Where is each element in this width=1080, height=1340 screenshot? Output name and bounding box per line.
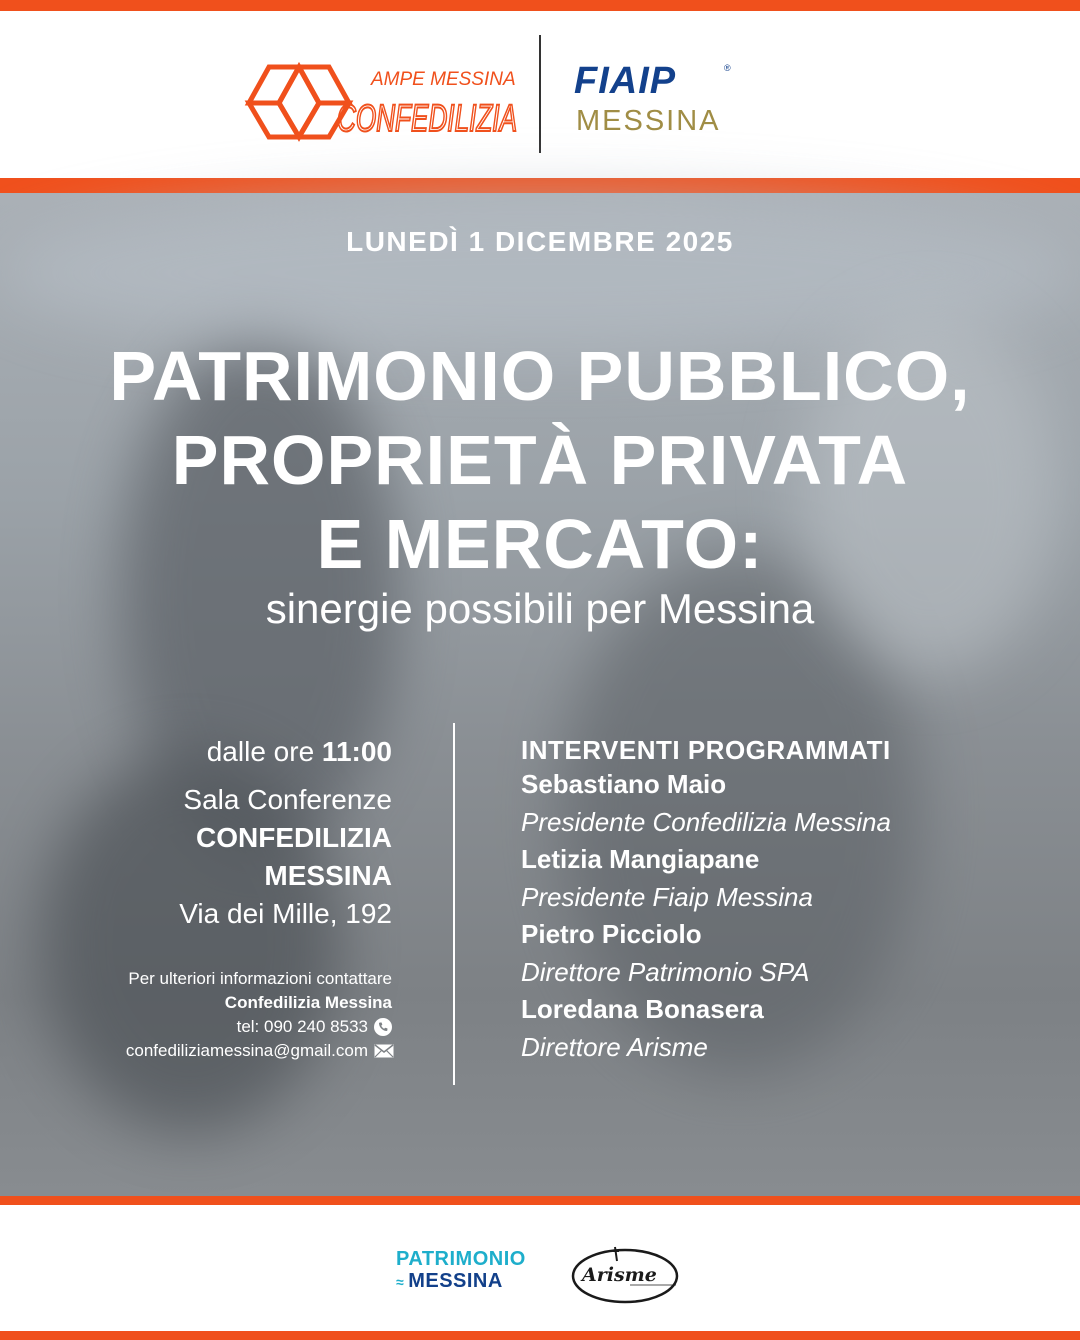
speaker-name: Sebastiano Maio	[521, 769, 727, 799]
fiaip-logo	[574, 61, 744, 143]
arisme-logo-word: Arisme	[582, 1264, 657, 1286]
top-accent-stripe	[0, 0, 1080, 11]
speaker-role: Direttore Arisme	[521, 1031, 708, 1062]
event-time-value: 11:00	[321, 736, 392, 767]
event-details	[60, 735, 392, 1063]
event-title-line: PROPRIETÀ PRIVATA	[171, 421, 909, 499]
event-subtitle: sinergie possibili per Messina	[265, 585, 815, 632]
event-title-line: PATRIMONIO PUBBLICO,	[109, 337, 971, 415]
footer	[0, 1205, 1080, 1331]
registered-mark-icon: ®	[724, 63, 731, 73]
patrimonio-logo-line2-row	[396, 1270, 503, 1293]
wave-icon: ≈	[396, 1274, 405, 1290]
patrimonio-messina-logo	[396, 1248, 541, 1294]
contact-info	[60, 967, 392, 1063]
speaker-role: Direttore Patrimonio SPA	[521, 956, 810, 987]
speaker-role: Presidente Fiaip Messina	[521, 881, 813, 912]
arisme-logo	[570, 1243, 682, 1305]
patrimonio-logo-line1: PATRIMONIO	[396, 1248, 526, 1270]
header-accent-stripe	[0, 178, 1080, 193]
confedilizia-logo-line1: AMPE MESSINA	[371, 69, 516, 90]
header	[0, 11, 1080, 178]
speaker-name: Loredana Bonasera	[521, 994, 764, 1024]
speaker-name: Pietro Picciolo	[521, 919, 702, 949]
confedilizia-logo-line2: CONFEDILIZIA	[337, 98, 517, 140]
patrimonio-logo-line2: MESSINA	[408, 1270, 503, 1292]
header-divider	[539, 35, 541, 153]
phone-icon	[374, 1018, 392, 1036]
envelope-icon	[374, 1042, 392, 1060]
event-title-line: E MERCATO:	[316, 505, 764, 583]
bottom-accent-stripe	[0, 1331, 1080, 1340]
event-venue-org: MESSINA	[264, 860, 392, 891]
fiaip-logo-brand: FIAIP	[574, 60, 677, 102]
contact-email-row	[60, 1039, 392, 1063]
contact-phone-row	[60, 1015, 392, 1039]
event-venue-org: CONFEDILIZIA	[196, 822, 392, 853]
contact-email[interactable]: confediliziamessina@gmail.com	[125, 1041, 368, 1060]
speaker-name: Letizia Mangiapane	[521, 844, 760, 874]
event-time	[60, 735, 392, 769]
fiaip-logo-city: MESSINA	[576, 105, 721, 137]
event-title	[0, 334, 1080, 586]
contact-phone[interactable]: tel: 090 240 8533	[236, 1017, 368, 1036]
event-date: LUNEDÌ 1 DICEMBRE 2025	[346, 226, 734, 257]
event-address: Via dei Mille, 192	[179, 898, 392, 929]
footer-accent-stripe	[0, 1196, 1080, 1205]
confedilizia-logo	[247, 63, 519, 141]
contact-org: Confedilizia Messina	[224, 993, 392, 1012]
program-list	[521, 734, 1061, 1066]
speaker-role: Presidente Confedilizia Messina	[521, 806, 891, 837]
event-time-prefix: dalle ore	[206, 736, 315, 767]
contact-intro: Per ulteriori informazioni contattare	[128, 969, 392, 988]
details-divider	[453, 723, 455, 1085]
program-heading: INTERVENTI PROGRAMMATI	[521, 735, 891, 765]
event-venue: Sala Conferenze	[183, 784, 392, 815]
